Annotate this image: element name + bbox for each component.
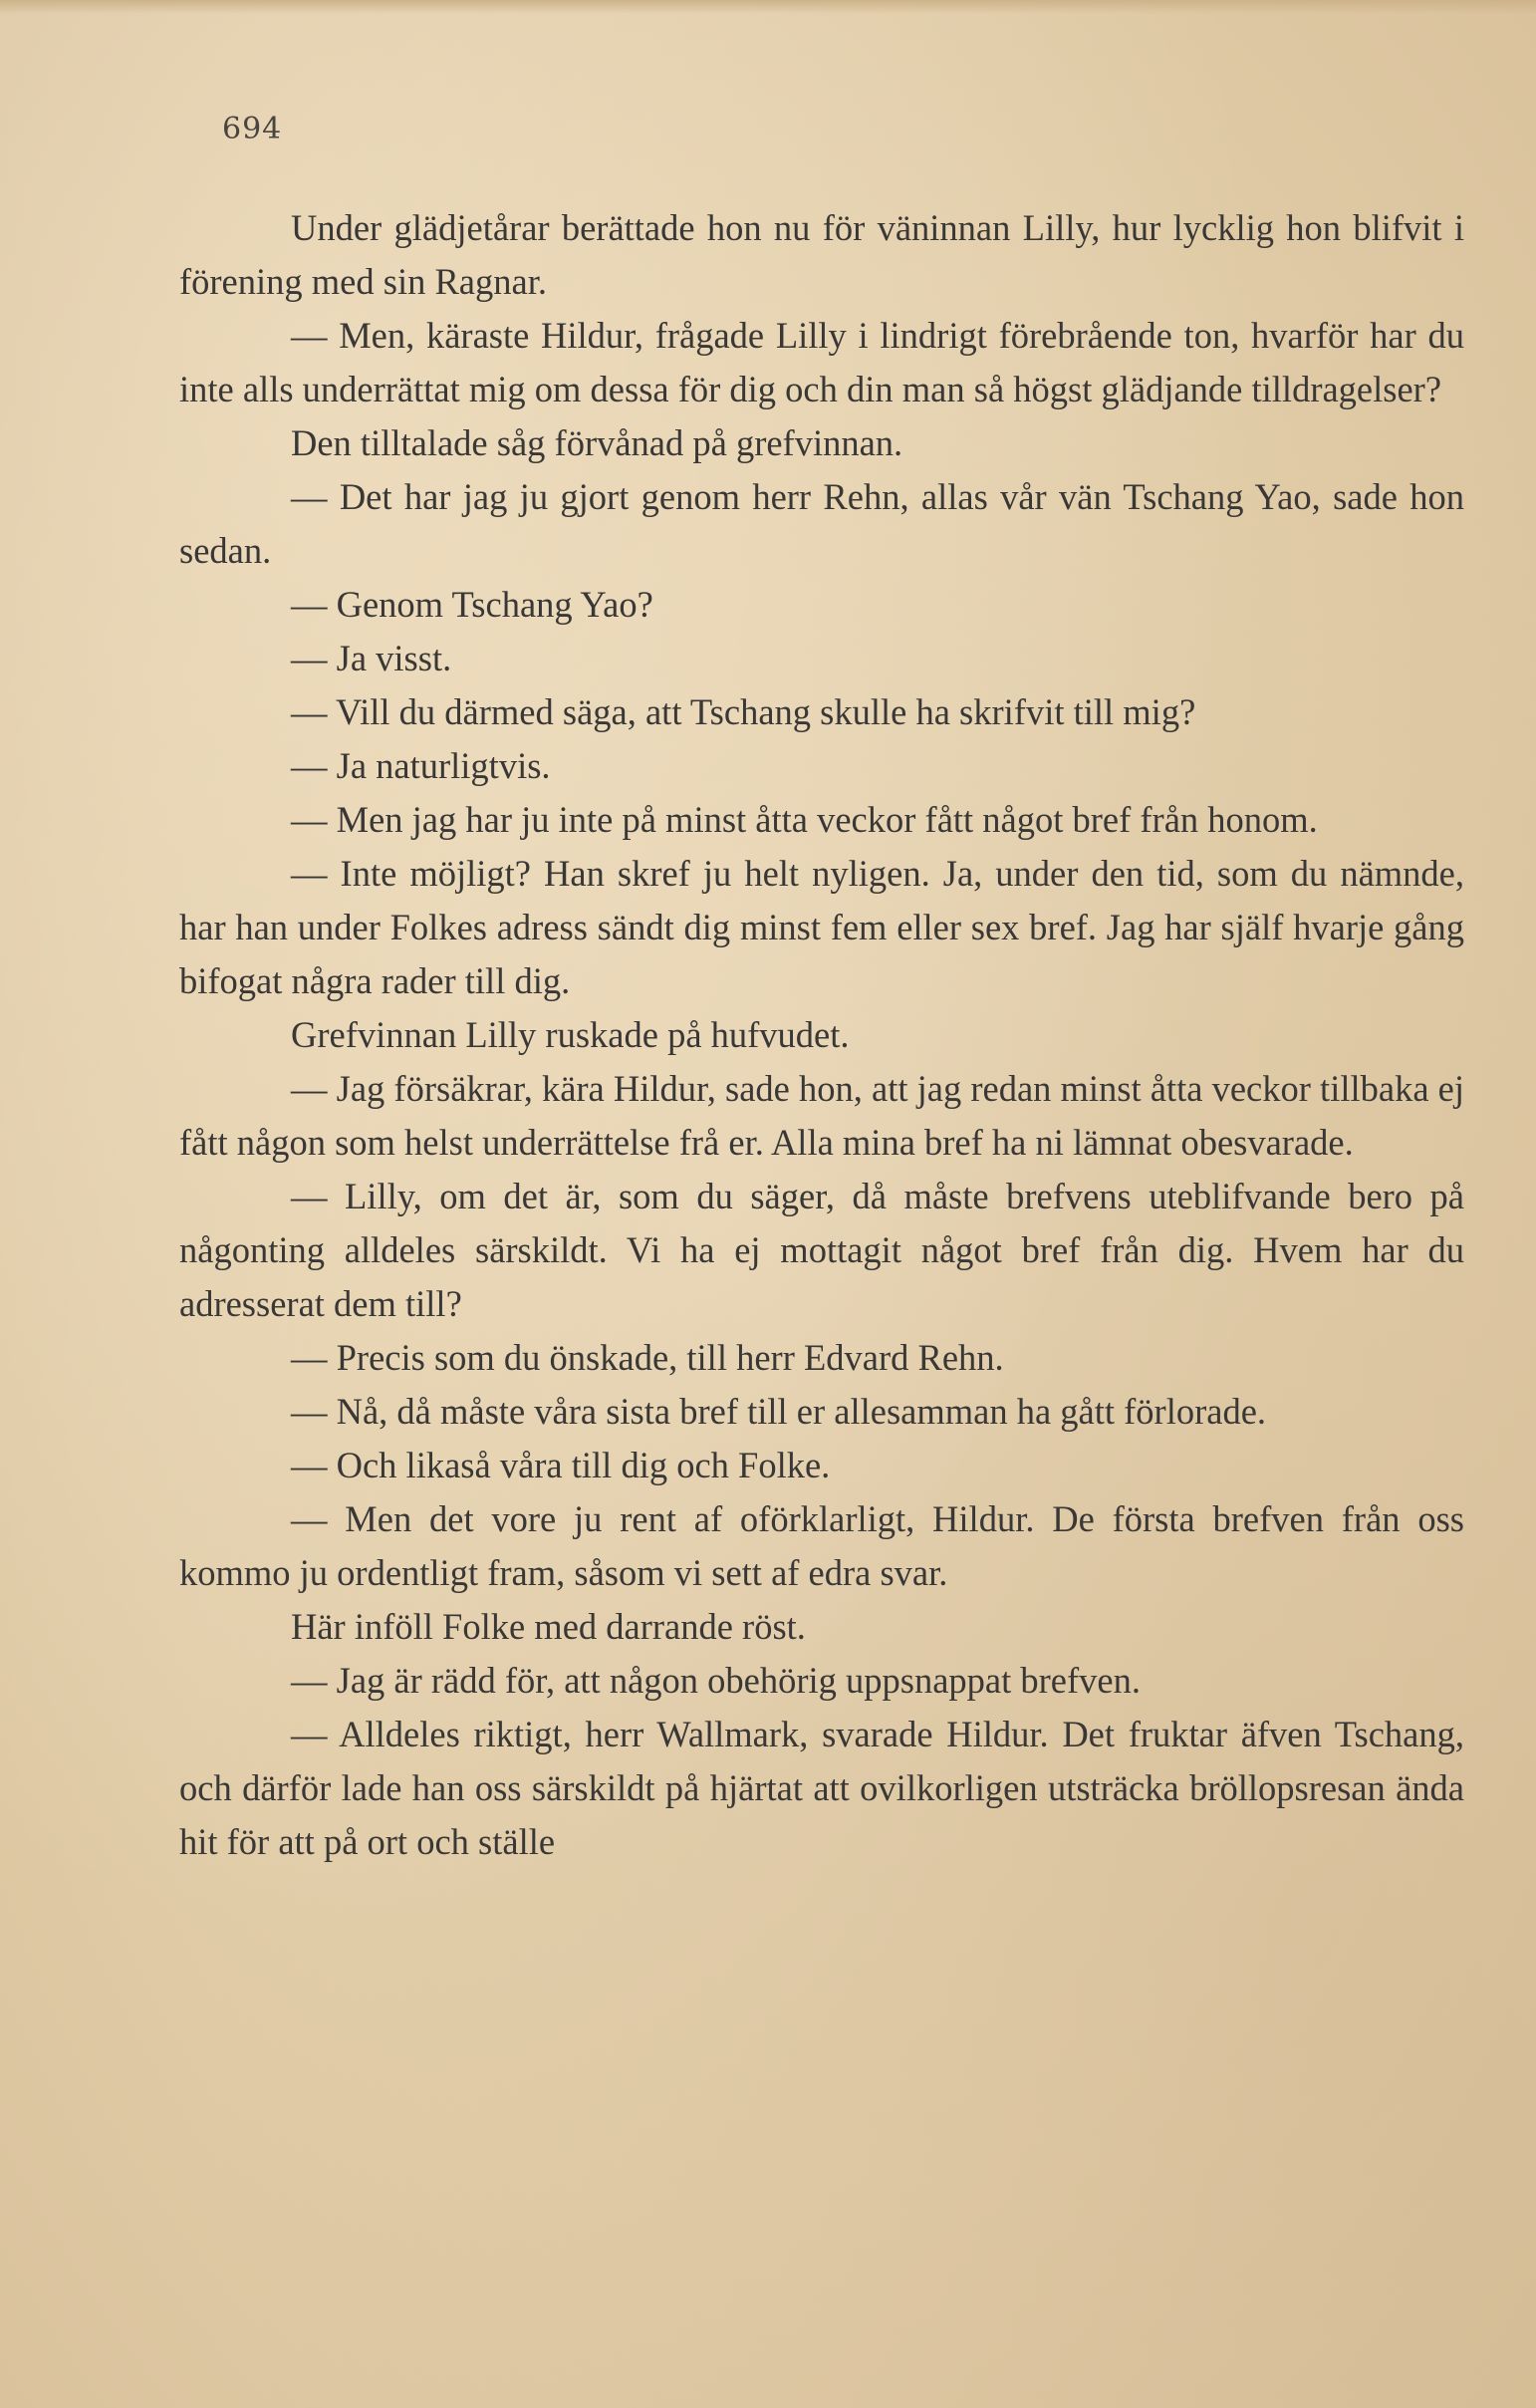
- paragraph: — Inte möjligt? Han skref ju helt nyligen. Ja, under den tid, som du nämnde, har han under Folkes adress sändt dig minst fem eller sex bref. Jag har själf hvarje gång bifogat några rader till dig.: [179, 853, 1464, 1001]
- paragraph: — Vill du därmed säga, att Tschang skulle ha skrifvit till mig?: [291, 691, 1196, 732]
- paragraph: Under glädjetårar berättade hon nu för väninnan Lilly, hur lycklig hon blifvit i förening med sin Ragnar.: [179, 207, 1464, 302]
- paragraph: — Alldeles riktigt, herr Wallmark, svarade Hildur. Det fruktar äfven Tschang, och därför lade han oss särskildt på hjärtat att ovilkorligen utsträcka bröllopsresan ända hit för att på ort och ställe: [179, 1714, 1464, 1862]
- paragraph: — Ja naturligtvis.: [291, 745, 551, 786]
- paragraph: Grefvinnan Lilly ruskade på hufvudet.: [291, 1014, 850, 1055]
- paragraph: — Genom Tschang Yao?: [291, 584, 653, 625]
- paragraph: — Men det vore ju rent af oförklarligt, Hildur. De första brefven från oss kommo ju ordentligt fram, såsom vi sett af edra svar.: [179, 1498, 1464, 1593]
- paragraph: — Jag är rädd för, att någon obehörig uppsnappat brefven.: [291, 1660, 1141, 1701]
- paragraph: — Precis som du önskade, till herr Edvard Rehn.: [291, 1337, 1004, 1378]
- paragraph: — Men jag har ju inte på minst åtta veckor fått något bref från honom.: [291, 799, 1318, 840]
- paragraph: — Men, käraste Hildur, frågade Lilly i lindrigt förebrående ton, hvarför har du inte alls underrättat mig om dessa för dig och din man så högst glädjande tilldragelser?: [179, 315, 1464, 409]
- paragraph: — Och likaså våra till dig och Folke.: [291, 1445, 831, 1485]
- paragraph: — Nå, då måste våra sista bref till er allesamman ha gått förlorade.: [291, 1391, 1267, 1432]
- paragraph: Här inföll Folke med darrande röst.: [291, 1606, 806, 1647]
- paragraph: — Lilly, om det är, som du säger, då måste brefvens uteblifvande bero på någonting alldeles särskildt. Vi ha ej mottagit något bref från dig. Hvem har du adresserat dem till?: [179, 1176, 1464, 1324]
- paragraph: — Ja visst.: [291, 638, 452, 678]
- paragraph: — Jag försäkrar, kära Hildur, sade hon, att jag redan minst åtta veckor tillbaka ej fått någon som helst underrättelse frå er. Alla mina bref ha ni lämnat obesvarade.: [179, 1068, 1464, 1163]
- paragraph: — Det har jag ju gjort genom herr Rehn, allas vår vän Tschang Yao, sade hon sedan.: [179, 476, 1464, 571]
- page-number: 694: [222, 112, 283, 146]
- paragraph: Den tilltalade såg förvånad på grefvinnan.: [291, 422, 903, 463]
- page-body-text: [179, 201, 1464, 1869]
